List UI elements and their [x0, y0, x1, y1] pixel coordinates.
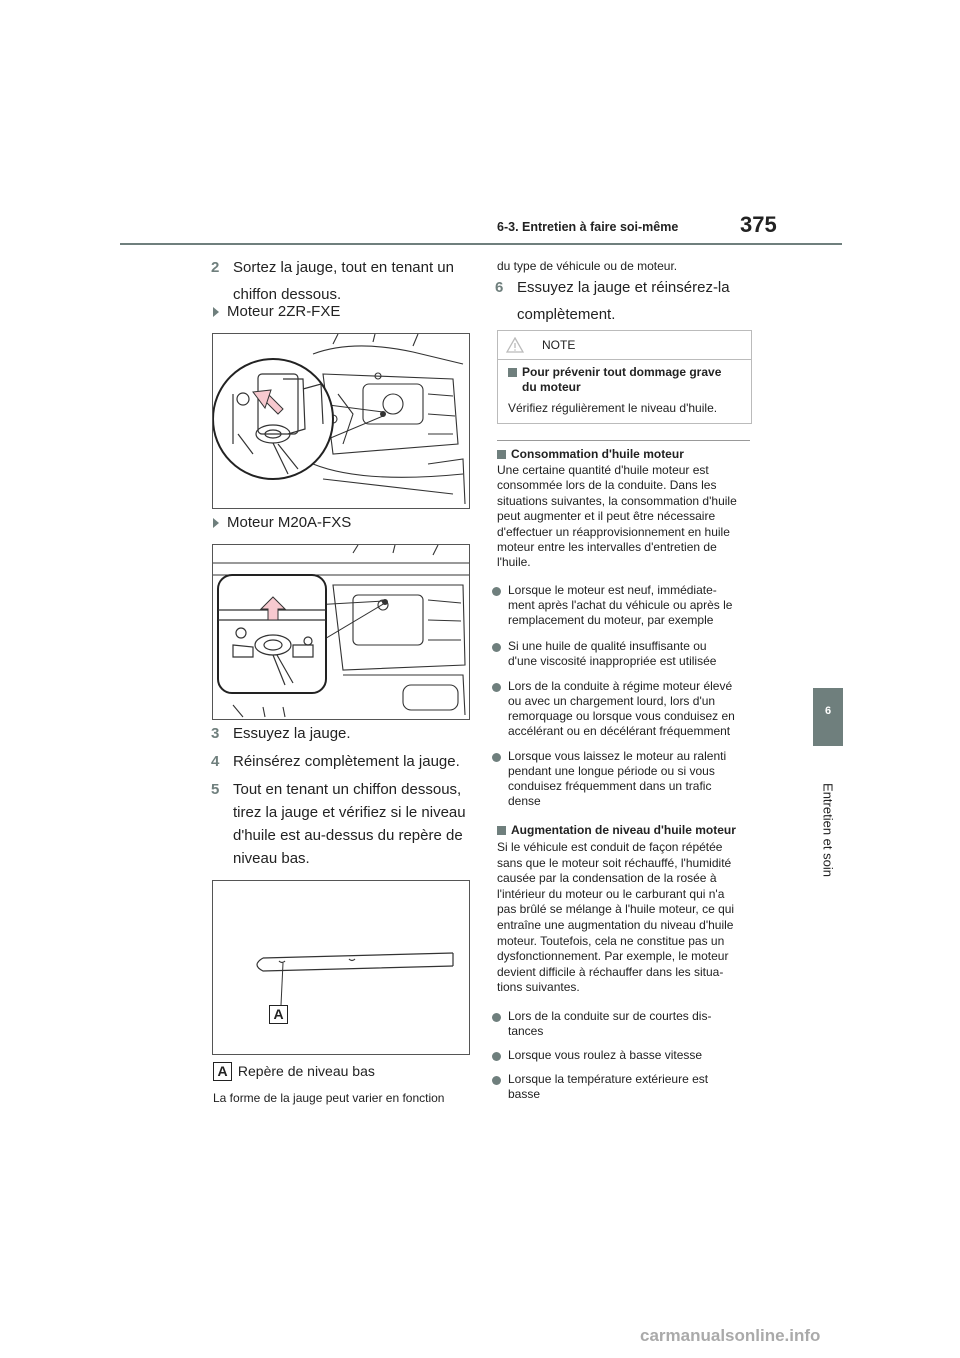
step-4: 4 Réinsérez complètement la jauge. [211, 753, 460, 770]
square-bullet-icon [497, 450, 506, 459]
continuation-text: du type de véhicule ou de moteur. [497, 259, 678, 273]
step-5: 5 Tout en tenant un chiffon dessous, tirez la jauge et vérifiez si le niveau d'huile est au-dessus du repère de niveau bas. [211, 781, 466, 867]
note-header: NOTE [498, 331, 751, 360]
section-divider [497, 440, 750, 441]
chapter-tab[interactable]: 6 [813, 688, 843, 746]
engine-figure-2zr [212, 333, 470, 509]
square-bullet-icon [508, 368, 517, 377]
step-3: 3 Essuyez la jauge. [211, 725, 351, 742]
dipstick-illustration-icon [213, 881, 469, 1054]
bullet-dot-icon [492, 1013, 501, 1022]
bullet-dot-icon [492, 1052, 501, 1061]
consumption-heading: Consommation d'huile moteur [497, 446, 684, 462]
bullet-dot-icon [492, 643, 501, 652]
warning-triangle-icon [506, 337, 524, 353]
arrow-right-icon [213, 518, 219, 528]
engine-illustration-icon [213, 545, 469, 719]
header-divider [120, 243, 842, 245]
list-item: Lorsque vous laissez le moteur au ralenti pendant une longue période ou si vous conduisez fréquemment dans un trafic dense [508, 749, 726, 809]
bullet-dot-icon [492, 1076, 501, 1085]
list-item: Si une huile de qualité insuffisante ou d'une viscosité inappropriée est utilisée [508, 639, 716, 669]
note-box [497, 330, 752, 424]
increase-heading: Augmentation de niveau d'huile moteur [497, 822, 736, 838]
step-2: 2 Sortez la jauge, tout en tenant un chiffon dessous. [211, 259, 454, 303]
list-item: Lorsque le moteur est neuf, immédiate- ment après l'achat du véhicule ou après le remplacement du moteur, par exemple [508, 583, 732, 628]
engine-label-2: Moteur M20A-FXS [213, 514, 351, 531]
engine-label-1: Moteur 2ZR-FXE [213, 303, 340, 320]
chapter-label: Entretien et soin [820, 783, 836, 877]
list-item: Lors de la conduite sur de courtes dis- tances [508, 1009, 711, 1039]
page-number: 375 [740, 212, 777, 237]
list-item: Lorsque la température extérieure est basse [508, 1072, 708, 1102]
dipstick-figure [212, 880, 470, 1055]
note-body: Vérifiez régulièrement le niveau d'huile. [508, 401, 718, 415]
bullet-dot-icon [492, 587, 501, 596]
footnote: La forme de la jauge peut varier en fonction [213, 1091, 445, 1105]
callout-label-a: A [269, 1005, 288, 1024]
square-bullet-icon [497, 826, 506, 835]
bullet-dot-icon [492, 683, 501, 692]
bullet-dot-icon [492, 753, 501, 762]
legend-a: A Repère de niveau bas [213, 1062, 375, 1081]
increase-paragraph: Si le véhicule est conduit de façon répétée sans que le moteur soit réchauffé, l'humidité causée par la condensation de la rosée à l'intérieur du moteur ou le carburant qui n'a pas brûlé se mélange à l'huile moteur, ce qui entraîne une augmentation du niveau d'huile moteur. Toutefois, cela ne constitue pas un dysfonctionnement. Par exemple, le moteur devient difficile à réchauffer dans les situa- tions suivantes. [497, 840, 735, 995]
consumption-paragraph: Une certaine quantité d'huile moteur est consommée lors de la conduite. Dans les situations suivantes, la consommation d'huile peut augmenter et il peut être nécessaire d'effectuer un réapprovisionnement en huile moteur entre les intervalles d'entretien de l'huile. [497, 463, 737, 570]
legend-label-a: A [213, 1062, 232, 1081]
note-heading: Pour prévenir tout dommage grave du moteur [508, 365, 721, 395]
section-title: 6-3. Entretien à faire soi-même [497, 220, 679, 234]
engine-figure-m20a [212, 544, 470, 720]
step-6: 6 Essuyez la jauge et réinsérez-la complètement. [495, 279, 730, 323]
arrow-right-icon [213, 307, 219, 317]
watermark: carmanualsonline.info [640, 1326, 821, 1345]
engine-illustration-icon [213, 334, 469, 508]
list-item: Lorsque vous roulez à basse vitesse [508, 1048, 702, 1063]
list-item: Lors de la conduite à régime moteur élevé ou avec un chargement lourd, lors d'un remorquage ou lorsque vous conduisez en accélérant ou en décélérant fréquemment [508, 679, 735, 739]
